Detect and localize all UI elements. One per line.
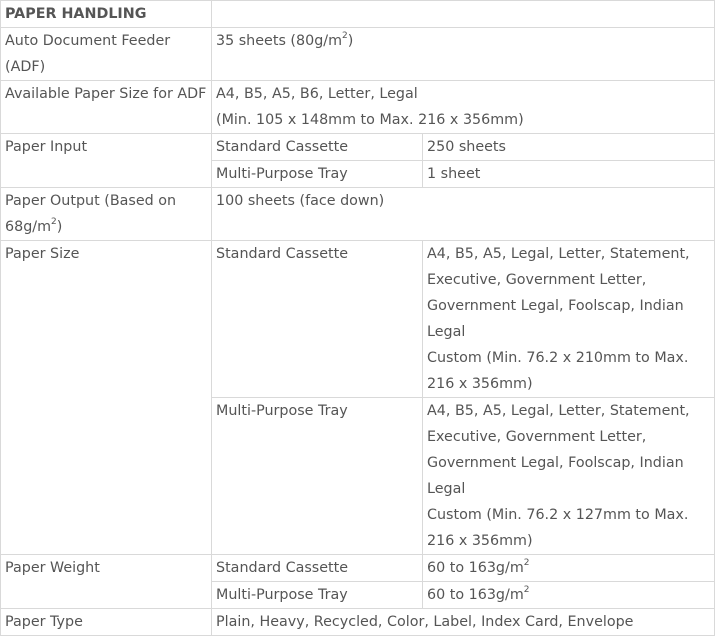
adf-size-label: Available Paper Size for ADF xyxy=(1,81,212,134)
paper-weight-label: Paper Weight xyxy=(1,555,212,609)
paper-output-row xyxy=(1,188,715,241)
paper-size-label: Paper Size xyxy=(1,241,212,555)
adf-size-row xyxy=(1,81,715,134)
paper-weight-source: Standard Cassette xyxy=(212,555,423,582)
paper-size-source: Standard Cassette xyxy=(212,241,423,398)
adf-size-value: A4, B5, A5, B6, Letter, Legal (Min. 105 x 148mm to Max. 216 x 356mm) xyxy=(212,81,715,134)
section-title: PAPER HANDLING xyxy=(1,1,212,28)
paper-input-value: 250 sheets xyxy=(423,134,715,161)
paper-input-source: Multi-Purpose Tray xyxy=(212,161,423,188)
paper-weight-value: 60 to $163g/m^2$ xyxy=(423,555,715,582)
paper-output-value: 100 sheets (face down) xyxy=(212,188,715,241)
paper-weight-source: Multi-Purpose Tray xyxy=(212,582,423,609)
paper-size-value: A4, B5, A5, Legal, Letter, Statement, Executive, Government Letter, Government Legal, Foolscap, Indian Legal Custom (Min. 76.2 x 127mm to Max. 216 x 356mm) xyxy=(423,398,715,555)
paper-input-value: 1 sheet xyxy=(423,161,715,188)
paper-size-row xyxy=(1,241,715,398)
paper-input-source: Standard Cassette xyxy=(212,134,423,161)
section-header-row xyxy=(1,1,715,28)
paper-size-value: A4, B5, A5, Legal, Letter, Statement, Executive, Government Letter, Government Legal, Foolscap, Indian Legal Custom (Min. 76.2 x 210mm to Max. 216 x 356mm) xyxy=(423,241,715,398)
paper-type-label: Paper Type xyxy=(1,609,212,636)
paper-output-label: Paper Output (Based on $68g/m^2$) xyxy=(1,188,212,241)
adf-row xyxy=(1,28,715,81)
section-header-empty xyxy=(212,1,715,28)
paper-size-source: Multi-Purpose Tray xyxy=(212,398,423,555)
paper-type-value: Plain, Heavy, Recycled, Color, Label, Index Card, Envelope xyxy=(212,609,715,636)
paper-weight-row xyxy=(1,555,715,582)
paper-input-label: Paper Input xyxy=(1,134,212,188)
paper-input-row xyxy=(1,134,715,161)
adf-value: 35 sheets $(80g/m^2)$ xyxy=(212,28,715,81)
paper-weight-value: 60 to $163g/m^2$ xyxy=(423,582,715,609)
adf-label: Auto Document Feeder (ADF) xyxy=(1,28,212,81)
